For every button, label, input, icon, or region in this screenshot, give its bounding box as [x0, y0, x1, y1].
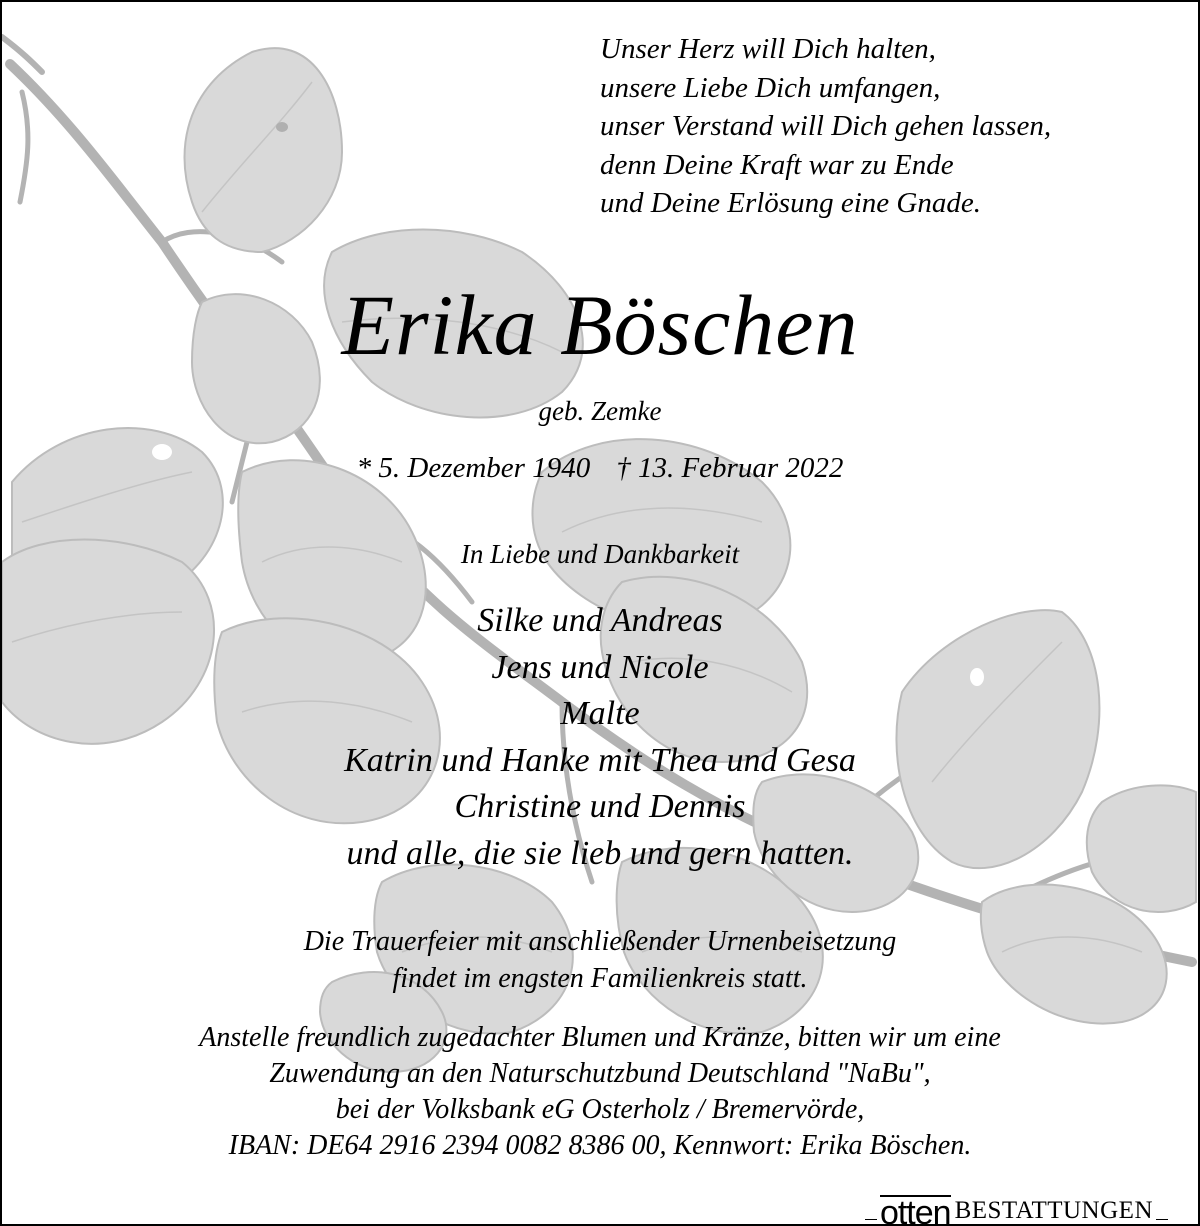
service-line: findet im engsten Familienkreis statt.: [392, 963, 808, 994]
logo-suffix: BESTATTUNGEN: [954, 1197, 1153, 1224]
poem: [600, 30, 1051, 223]
donation-line: Anstelle freundlich zugedachter Blumen und Kränze, bitten wir um eine: [199, 1022, 1001, 1053]
poem-line: Unser Herz will Dich halten,: [600, 33, 936, 65]
poem-line: unsere Liebe Dich umfangen,: [600, 71, 941, 104]
poem-line: denn Deine Kraft war zu Ende: [600, 148, 954, 181]
deceased-name: Erika Böschen: [341, 277, 859, 373]
family-line: Jens und Nicole: [491, 648, 709, 686]
donation-note: [2, 1020, 1198, 1164]
family-line: Silke und Andreas: [477, 602, 723, 639]
death-date: † 13. Februar 2022: [616, 452, 844, 484]
poem-line: und Deine Erlösung eine Gnade.: [600, 187, 981, 219]
intro-line: In Liebe und Dankbarkeit: [460, 539, 740, 569]
logo-rule: [865, 1219, 877, 1220]
service-line: Die Trauerfeier mit anschließender Urnenbeisetzung: [303, 926, 897, 957]
logo-rule: [1156, 1219, 1168, 1220]
funeral-home-logo: [865, 1190, 1168, 1224]
donation-line: bei der Volksbank eG Osterholz / Bremervörde,: [335, 1094, 865, 1125]
life-dates: [2, 450, 1198, 486]
family-line: Katrin und Hanke mit Thea und Gesa: [344, 741, 856, 779]
funeral-service-note: [2, 923, 1198, 997]
poem-line: unser Verstand will Dich gehen lassen,: [600, 110, 1052, 142]
family-list: [2, 598, 1198, 877]
maiden-name: geb. Zemke: [538, 396, 662, 426]
family-line: Malte: [560, 695, 640, 732]
birth-date: * 5. Dezember 1940: [356, 452, 591, 484]
family-line: und alle, die sie lieb und gern hatten.: [346, 834, 854, 872]
donation-line: IBAN: DE64 2916 2394 0082 8386 00, Kennwort: Erika Böschen.: [228, 1130, 972, 1161]
donation-line: Zuwendung an den Naturschutzbund Deutschland "NaBu",: [269, 1058, 931, 1089]
family-line: Christine und Dennis: [454, 788, 746, 825]
logo-brand: otten: [879, 1194, 951, 1226]
